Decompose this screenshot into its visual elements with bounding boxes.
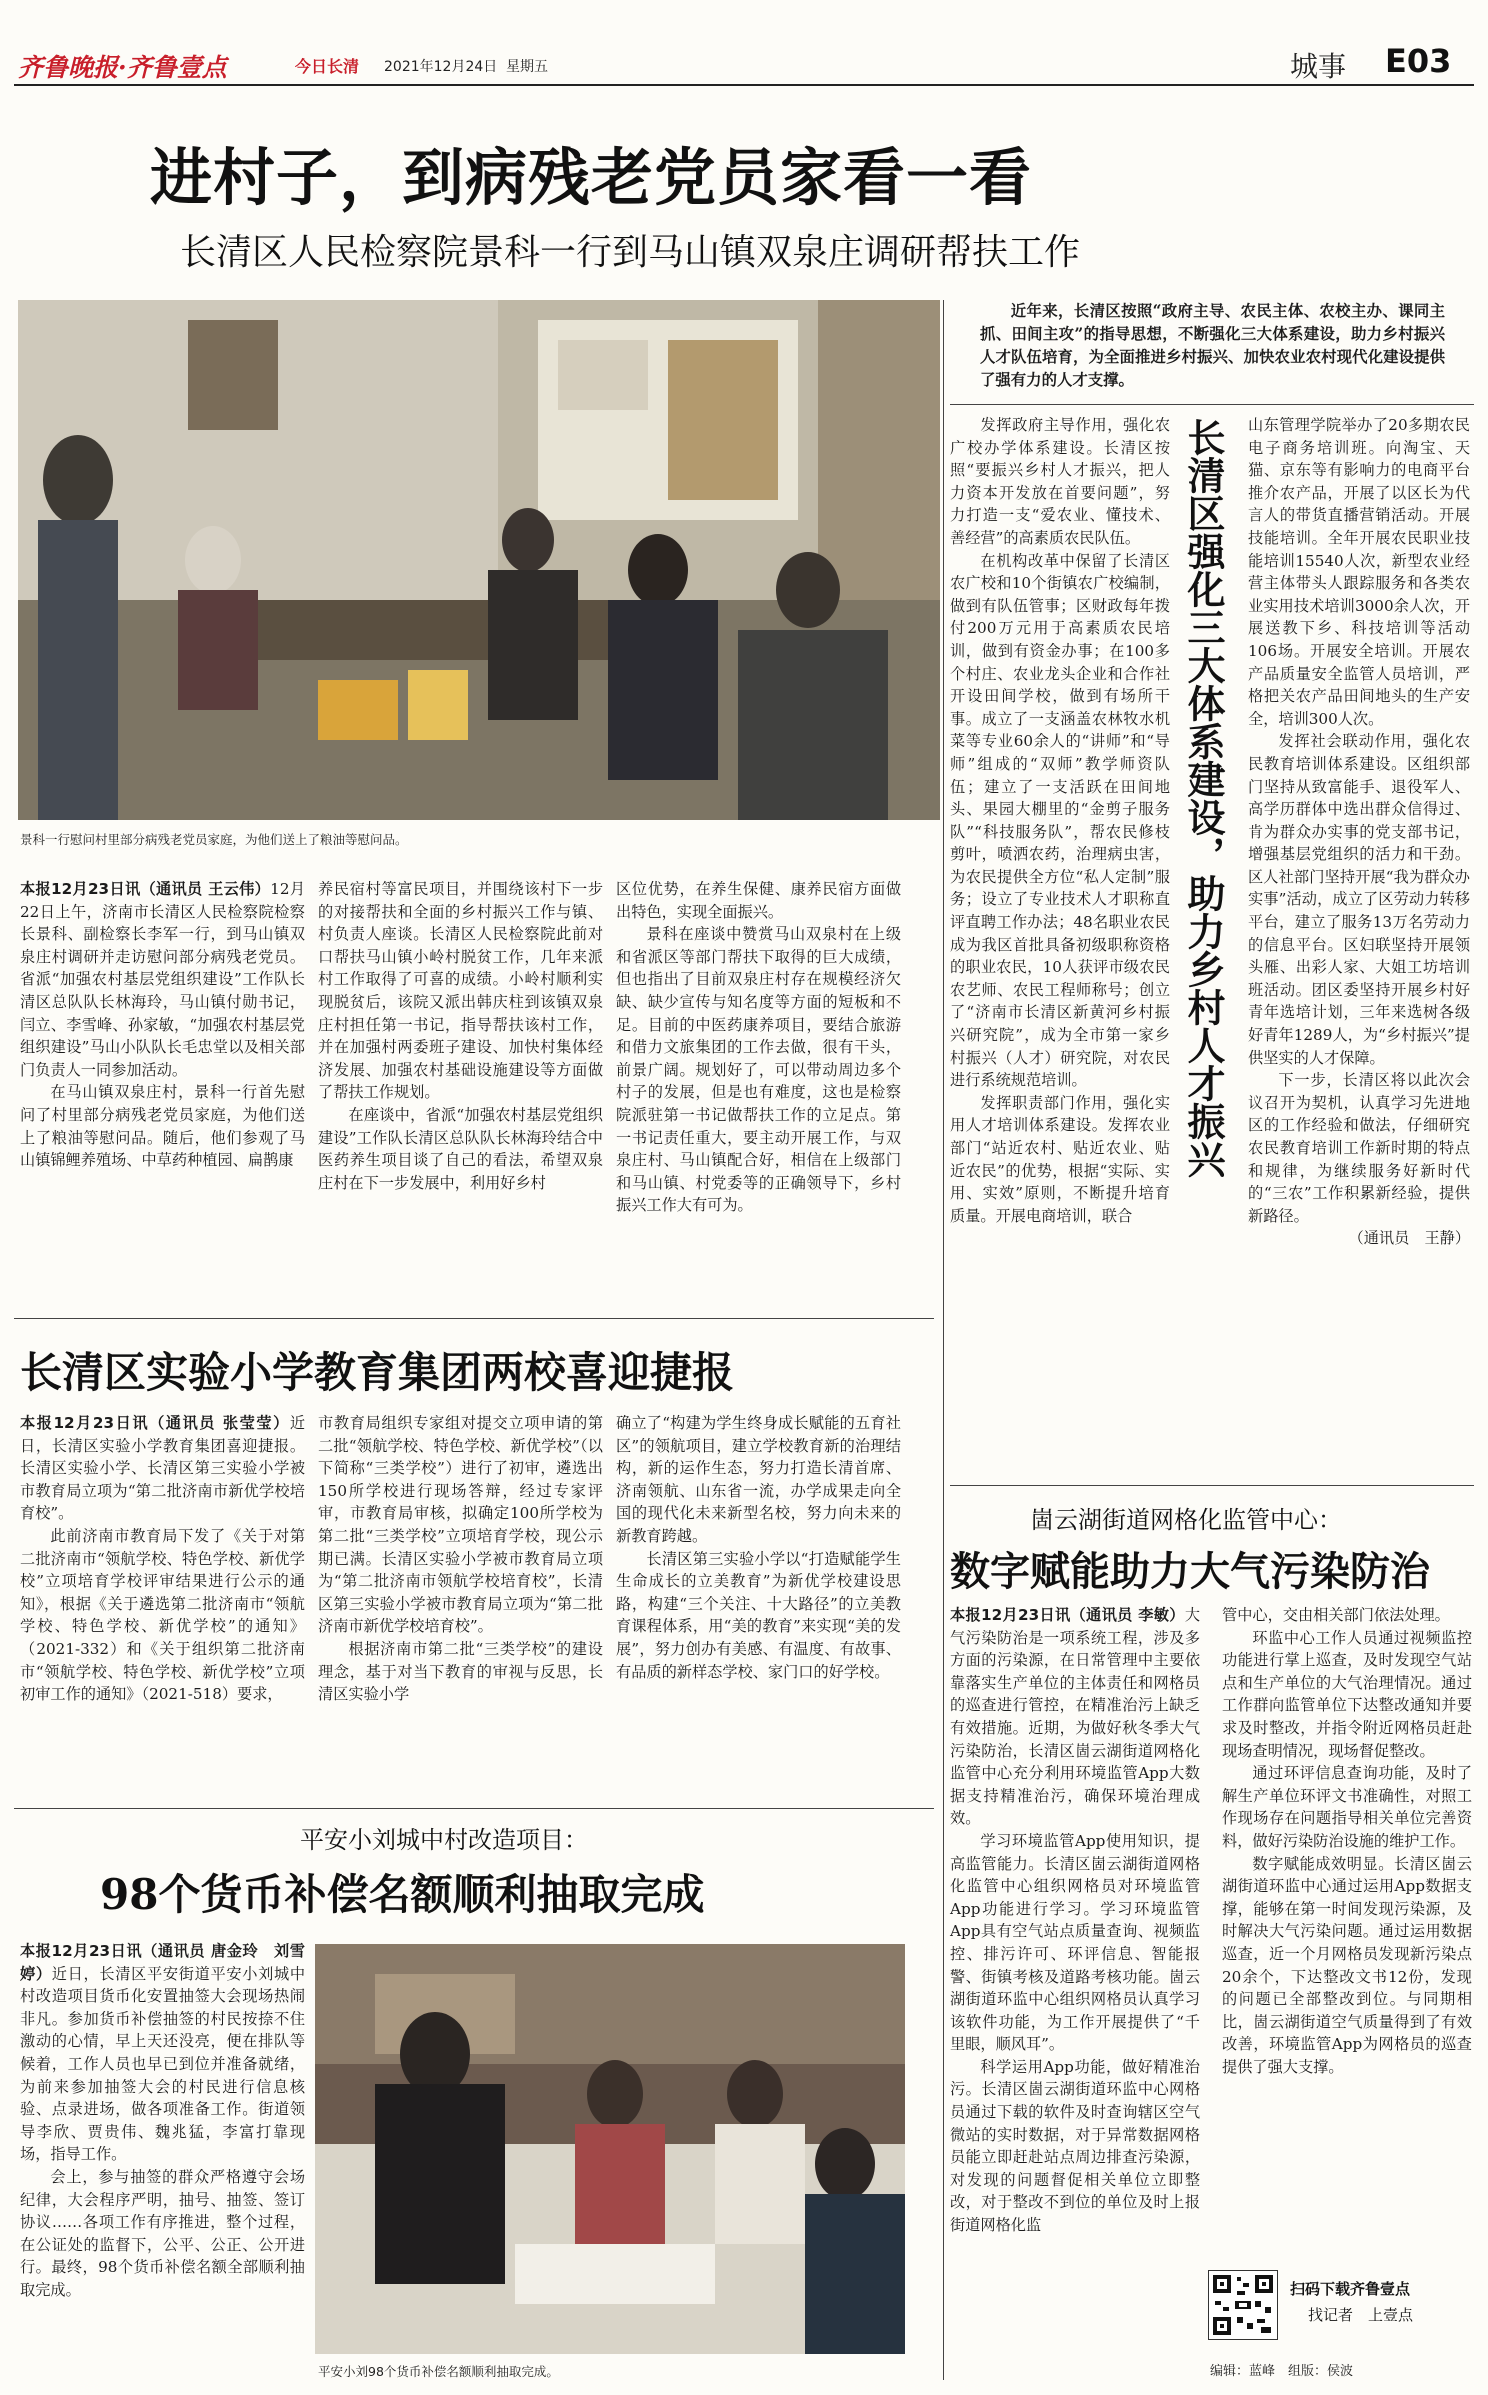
qr-code-icon [1209, 2271, 1277, 2339]
article1-column-1 [20, 878, 305, 1172]
article1-subtitle: 长清区人民检察院景科一行到马山镇双泉庄调研帮扶工作 [180, 232, 1081, 273]
article4-column-1 [950, 1604, 1200, 2237]
side-paragraph: 下一步，长清区将以此次会议召开为契机，认真学习先进地区的工作经验和做法，仔细研究农民教育培训工作新时期的特点和规律，为继续服务好新时代的“三农”工作积累新经验，提供新路径。 [1248, 1071, 1470, 1225]
issue-weekday: 星期五 [506, 59, 548, 75]
article2-paragraph: 根据济南市第二批“三类学校”的建设理念，基于对当下教育的审视与反思，长清区实验小学 [318, 1639, 603, 1704]
article4-column-2 [1222, 1604, 1472, 2078]
side-article-column-1 [950, 414, 1170, 1227]
article1-bottom-rule [14, 1318, 934, 1319]
article1-paragraph: 养民宿村等富民项目，并围绕该村下一步的对接帮扶和全面的乡村振兴工作与镇、村负责人座谈。长清区人民检察院此前对口帮扶马山镇小岭村脱贫工作，几年来派村工作取得了可喜的成绩。小岭村顺利实现脱贫后，该院又派出韩庆柱到该镇双泉庄村担任第一书记，指导帮扶该村工作，并在加强村两委班子建设、加快村集体经济发展、加强农村基础设施建设等方面做了帮扶工作规划。 [318, 880, 603, 1102]
article1-title: 进村子，到病残老党员家看一看 [150, 141, 1033, 214]
article1-paragraph: 本报12月23日讯（通讯员 王云伟）12月22日上午，济南市长清区人民检察院检察长景科、副检察长李军一行，到马山镇双泉庄村调研并走访慰问部分病残老党员。省派“加强农村基层党组织建设”工作队长清区总队队长林海玲，马山镇付勋书记，闫立、李雪峰、孙家敏，“加强农村基层党组织建设”马山小队队长毛忠堂以及相关部门负责人一同参加活动。 [20, 880, 306, 1079]
side-paragraph: 发挥政府主导作用，强化农广校办学体系建设。长清区按照“要振兴乡村人才振兴，把人力资本开发放在首要问题”，努力打造一支“爱农业、懂技术、善经营”的高素质农民队伍。 [950, 416, 1170, 547]
article3-photo [315, 1944, 905, 2354]
article3-paragraph: 本报12月23日讯（通讯员 唐金玲 刘雪婷）近日，长清区平安街道平安小刘城中村改造项目货币化安置抽签大会现场热闹非凡。参加货币补偿抽签的村民按捺不住激动的心情，早上天还没亮，便在排队等候着，工作人员也早已到位并准备就绪，为前来参加抽签大会的村民进行信息核验、点录进场，做各项准备工作。街道领导李欣、贾贵伟、魏兆猛，李富打靠现场，指导工作。 [20, 1942, 306, 2164]
article3-column-1 [20, 1940, 305, 2302]
article2-paragraph: 此前济南市教育局下发了《关于对第二批济南市“领航学校、特色学校、新优学校”立项培育学校评审结果进行公示的通知》，根据《关于遴选第二批济南市“领航学校、特色学校、新优学校”的通知》（2021-332）和《关于组织第二批济南市“领航学校、特色学校、新优学校”立项初审工作的通知》（2021-518）要求， [20, 1526, 305, 1704]
side-intro-rule [950, 404, 1474, 405]
article4-paragraph: 数字赋能成效明显。长清区崮云湖街道环监中心通过运用App数据支撑，能够在第一时间发现污染源，及时解决大气污染问题。通过运用数据巡查，近一个月网格员发现新污染点20余个，下达整改文书12份，发现的问题已全部整改到位。与同期相比，崮云湖街道空气质量得到了有效改善，环境监管App为网格员的巡查提供了强大支撑。 [1222, 1854, 1472, 2076]
dateline: 本报12月23日讯（通讯员 王云伟） [20, 880, 271, 898]
article4-paragraph: 学习环境监管App使用知识，提高监管能力。长清区崮云湖街道网格化监管中心组织网格员对环境监管App功能进行学习。学习环境监管App具有空气站点质量查询、视频监控、排污许可、环评信息、智能报警、街镇考核及道路考核功能。崮云湖街道环监中心组织网格员认真学习该软件功能，为工作开展提供了“千里眼，顺风耳”。 [950, 1831, 1200, 2054]
article4-kicker: 崮云湖街道网格化监管中心： [1030, 1506, 1342, 1534]
side-paragraph: 发挥社会联动作用，强化农民教育培训体系建设。区组织部门坚持从致富能手、退役军人、高学历群体中选出群众信得过、肯为群众办实事的党支部书记，增强基层党组织的活力和干劲。区人社部门坚持开展“我为群众办实事”活动，成立了区劳动力转移平台，建立了服务13万名劳动力的信息平台。区妇联坚持开展领头雁、出彩人家、大姐工坊培训班活动。团区委坚持开展乡村好青年选培计划，三年来选树各级好青年1289人，为“乡村振兴”提供坚实的人才保障。 [1248, 732, 1470, 1067]
qr-caption-line1: 扫码下载齐鲁壹点 [1290, 2280, 1411, 2298]
section-name: 今日长清 [295, 57, 360, 76]
masthead-rule [14, 84, 1474, 86]
side-paragraph: 在机构改革中保留了长清区农广校和10个街镇农广校编制，做到有队伍管事；区财政每年拨付200万元用于高素质农民培训，做到有资金办事；在100多个村庄、农业龙头企业和合作社开设田间学校，做到有场所干事。成立了一支涵盖农林牧水机菜等专业60余人的“讲师”和“导师”组成的“双师”教学师资队伍；建立了一支活跃在田间地头、果园大棚里的“金剪子服务队”“科技服务队”，帮农民修枝剪叶，喷洒农药，治理病虫害，为农民提供全方位“私人定制”服务；设立了专业技术人才职称直评直聘工作办法；48名职业农民成为我区首批具备初级职称资格的职业农民，10人获评市级农民农艺师、农民工程师称号；创立了“济南市长清区新黄河乡村振兴研究院”，成为全市第一家乡村振兴（人才）研究院，对农民进行系统规范培训。 [950, 551, 1170, 1090]
editor-credit: 编辑：蓝峰 组版：侯波 [1210, 2364, 1354, 2379]
article1-photo-caption: 景科一行慰问村里部分病残老党员家庭，为他们送上了粮油等慰问品。 [20, 832, 408, 847]
article2-paragraph: 确立了“构建为学生终身成长赋能的五育社区”的领航项目，建立学校教育新的治理结构，新的运作生态，努力打造长清首席、济南领航、山东省一流，办学成果走向全国的现代化未来新型名校，努力向未来的新教育跨越。 [616, 1414, 901, 1545]
side-signature: （通讯员 王静） [1348, 1229, 1470, 1248]
article4-paragraph: 环监中心工作人员通过视频监控功能进行掌上巡查，及时发现空气站点和生产单位的大气治理情况。通过工作群向监管单位下达整改通知并要求及时整改，并指令附近网格员赶赴现场查明情况，现场督促整改。 [1222, 1628, 1472, 1760]
lottery-event-photo [315, 1944, 905, 2354]
article1-paragraph: 区位优势，在养生保健、康养民宿方面做出特色，实现全面振兴。 [616, 880, 901, 921]
article1-paragraph: 在马山镇双泉庄村，景科一行首先慰问了村里部分病残老党员家庭，为他们送上了粮油等慰问品。随后，他们参观了马山镇锦鲤养殖场、中草药种植园、扁鹊康 [20, 1083, 305, 1170]
article1-column-2 [318, 878, 603, 1194]
article2-bottom-rule [14, 1808, 934, 1809]
page-number: E03 [1385, 42, 1452, 80]
village-visit-photo [18, 300, 940, 820]
article2-paragraph: 长清区第三实验小学以“打造赋能学生生命成长的立美教育”为新优学校建设思路，构建“三个关注、十大路径”的立美教育课程体系，用“美的教育”来实现“美的发展”，努力创办有美感、有温度、有故事、有品质的新样态学校、家门口的好学校。 [616, 1549, 901, 1681]
side-paragraph: 发挥职责部门作用，强化实用人才培训体系建设。发挥农业部门“站近农村、贴近农业、贴近农民”的优势，根据“实际、实用、实效”原则，不断提升培育质量。开展电商培训，联合 [950, 1093, 1170, 1225]
side-vertical-rule [943, 300, 944, 2380]
article3-title: 98个货币补偿名额顺利抽取完成 [100, 1870, 705, 1919]
article2-paragraph: 本报12月23日讯（通讯员 张莹莹）近日，长清区实验小学教育集团喜迎捷报。长清区实验小学、长清区第三实验小学被市教育局立项为“第二批济南市新优学校培育校”。 [20, 1414, 305, 1523]
article2-column-3 [616, 1412, 901, 1683]
article4-paragraph: 科学运用App功能，做好精准治污。长清区崮云湖街道环监中心网格员通过下载的软件及时查询辖区空气微站的实时数据，对于异常数据网格员能立即赶赴站点周边排查污染源，对发现的问题督促相关单位立即整改，对于整改不到位的单位及时上报街道网格化监 [950, 2057, 1200, 2235]
masthead [0, 0, 1488, 83]
side-bottom-rule [950, 1485, 1474, 1486]
qr-caption-line2: 找记者 上壹点 [1308, 2306, 1414, 2324]
article4-paragraph: 管中心，交由相关部门依法处理。 [1222, 1606, 1450, 1624]
article2-column-1 [20, 1412, 305, 1706]
issue-date: 2021年12月24日 [384, 59, 498, 75]
side-article-intro: 近年来，长清区按照“政府主导、农民主体、农校主办、课同主抓、田间主攻”的指导思想，不断强化三大体系建设，助力乡村振兴人才队伍培育，为全面推进乡村振兴、加快农业农村现代化建设提供了强有力的人才支撑。 [980, 302, 1445, 389]
article4-title: 数字赋能助力大气污染防治 [950, 1548, 1430, 1595]
article4-paragraph: 本报12月23日讯（通讯员 李敏）大气污染防治是一项系统工程，涉及多方面的污染源，在日常管理中主要依靠落实生产单位的主体责任和网格员的巡查进行管控，在精准治污上缺乏有效措施。近期，为做好秋冬季大气污染防治，长清区崮云湖街道网格化监管中心充分利用环境监管App大数据支持精准治污，确保环境治理成效。 [950, 1606, 1200, 1828]
article1-paragraph: 在座谈中，省派“加强农村基层党组织建设”工作队长清区总队队长林海玲结合中医药养生项目谈了自己的看法，希望双泉庄村在下一步发展中，利用好乡村 [318, 1105, 603, 1192]
article2-paragraph: 市教育局组织专家组对提交立项申请的第二批“领航学校、特色学校、新优学校”（以下简称“三类学校”）进行了初审，遴选出150所学校进行现场答辩，经过专家评审，市教育局审核，拟确定100所学校为第二批“三类学校”立项培育学校，现公示期已满。长清区实验小学被市教育局立项为“第二批济南市领航学校培育校”，长清区第三实验小学被市教育局立项为“第二批济南市新优学校培育校”。 [318, 1414, 603, 1636]
qr-code[interactable] [1208, 2270, 1278, 2340]
article3-paragraph: 会上，参与抽签的群众严格遵守会场纪律，大会程序严明，抽号、抽签、签订协议……各项工作有序推进，整个过程，在公证处的监督下，公平、公正、公开进行。最终，98个货币补偿名额全部顺利抽取完成。 [20, 2167, 305, 2299]
article3-kicker: 平安小刘城中村改造项目： [300, 1826, 588, 1854]
article4-paragraph: 通过环评信息查询功能，及时了解生产单位环评文书准确性，对照工作现场存在问题指导相关单位完善资料，做好污染防治设施的维护工作。 [1222, 1764, 1472, 1850]
side-article-title: 长清区强化三大体系建设，助力乡村人才振兴 [1181, 418, 1226, 1178]
side-paragraph: 山东管理学院举办了20多期农民电子商务培训班。向淘宝、天猫、京东等有影响力的电商平台推介农产品，开展了以区长为代言人的带货直播营销活动。开展技能培训。全年开展农民职业技能培训15540人次，新型农业经营主体带头人跟踪服务和各类农业实用技术培训3000余人次，开展送教下乡、科技培训等活动106场。开展安全培训。开展农产品质量安全监管人员培训，严格把关农产品田间地头的生产安全，培训300人次。 [1248, 416, 1470, 728]
brand-logo: 齐鲁晚报·齐鲁壹点 [18, 53, 227, 82]
dateline: 本报12月23日讯（通讯员 李敏） [950, 1606, 1185, 1624]
article1-paragraph: 景科在座谈中赞赏马山双泉村在上级和省派区等部门帮扶下取得的巨大成绩，但也指出了目前双泉庄村存在规模经济欠缺、缺少宣传与知名度等方面的短板和不足。目前的中医药康养项目，要结合旅游和借力文旅集团的工作去做，很有干头，前景广阔。规划好了，可以带动周边多个村子的发展，但是也有难度，这也是检察院派驻第一书记做帮扶工作的立足点。第一书记责任重大，要主动开展工作，与双泉庄村、马山镇配合好，相信在上级部门和马山镇、村党委等的正确领导下，乡村振兴工作大有可为。 [616, 925, 901, 1215]
article2-column-2 [318, 1412, 603, 1706]
dateline: 本报12月23日讯（通讯员 张莹莹） [20, 1414, 290, 1432]
dateline: 本报12月23日讯（通讯员 唐金玲 刘雪婷） [20, 1942, 305, 1983]
article1-column-3 [616, 878, 901, 1217]
channel-name: 城事 [1290, 50, 1347, 83]
article1-photo [18, 300, 940, 820]
side-article-column-2 [1248, 414, 1470, 1250]
article3-photo-caption: 平安小刘98个货币补偿名额顺利抽取完成。 [318, 2364, 559, 2379]
article2-title: 长清区实验小学教育集团两校喜迎捷报 [20, 1348, 735, 1397]
